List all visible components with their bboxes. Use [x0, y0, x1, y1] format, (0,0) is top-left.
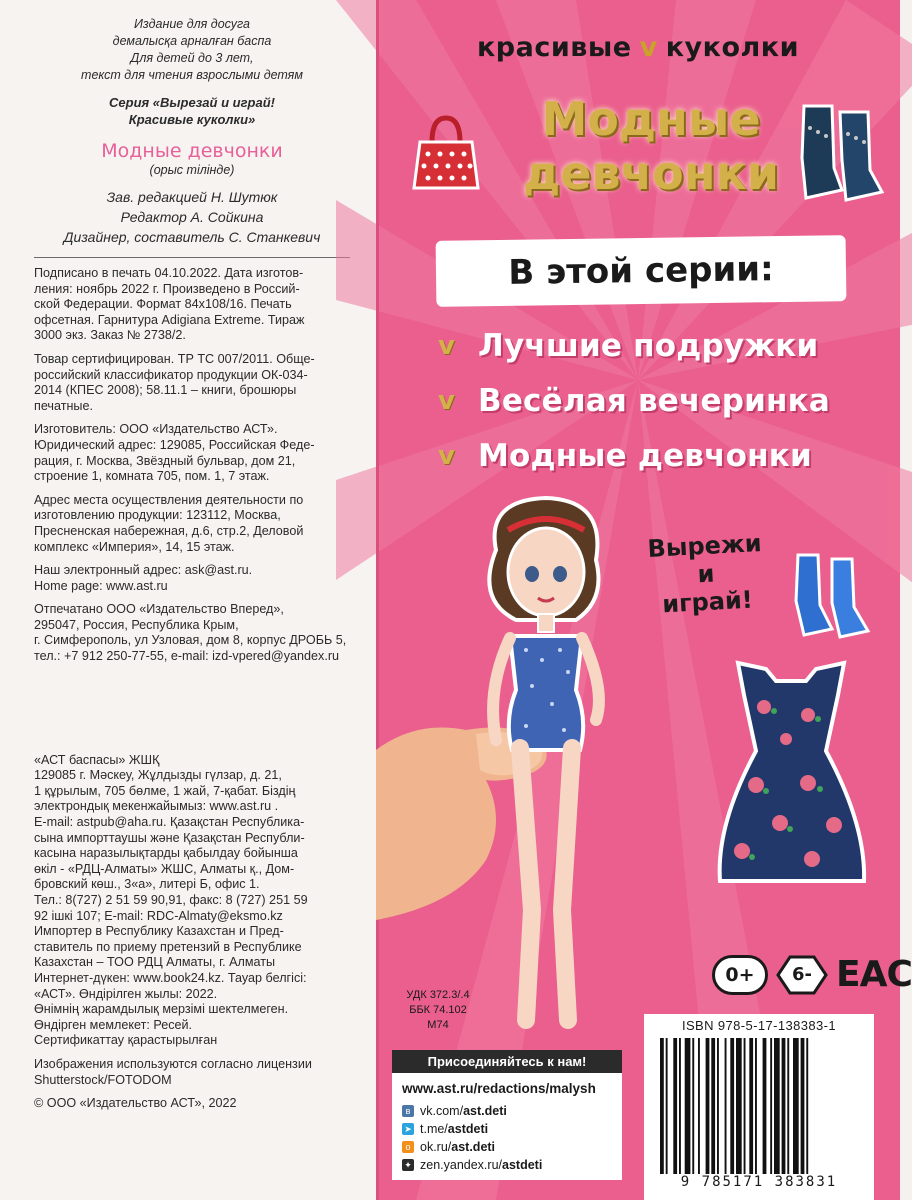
age-badge: 0+ [712, 955, 768, 995]
telegram-icon: ➤ [402, 1123, 414, 1135]
printer-info: Отпечатано ООО «Издательство Вперед», 295047, Россия, Республика Крым, г. Симферополь, ул Узловая, дом 8, корпус ДРОБЬ 5, тел.: +7 912 250-77-55, e-mail: izd-vpered@yandex.ru [34, 602, 347, 664]
list-item [438, 318, 898, 373]
cover-title: Модные девчонки [523, 92, 779, 200]
staff-line: Дизайнер, составитель С. Станкевич [63, 229, 321, 245]
age-badge: 6- [776, 955, 828, 995]
imprint-line: текст для чтения взрослыми детям [81, 68, 303, 82]
production-address: Адрес места осуществления деятельности по изготовлению продукции: 123112, Москва, Пресненская набережная, д.6, стр.2, Деловой комплекс «Империя», 14, 15 этаж. [34, 492, 304, 554]
back-cover [376, 0, 912, 1200]
paper-doll-illustration [456, 490, 626, 1050]
isbn-number: ISBN 978-5-17-138383-1 [681, 1018, 837, 1033]
certification-info: Товар сертифицирован. ТР ТС 007/2011. Обще- российский классификатор продукции ОК-034- 2014 (КПЕС 2008); 58.11.1 – книги, брошюры печатные. [34, 351, 315, 413]
isbn-block [644, 1014, 874, 1200]
age-rating-badges [712, 954, 912, 995]
copyright: © ООО «Издательство АСТ», 2022 [34, 1096, 237, 1111]
imprint-header [34, 16, 350, 247]
staff-list [34, 187, 350, 247]
list-item-label: Модные девчонки [478, 437, 812, 474]
series-banner: В этой серии: [436, 235, 847, 307]
barcode [656, 1038, 862, 1178]
udk-info: УДК 372.3/.4 ББК 74.102 М74 [406, 989, 470, 1031]
handbag-icon [412, 112, 480, 192]
odnoklassniki-icon: o [402, 1141, 414, 1153]
shoes-icon [788, 545, 876, 645]
list-item [438, 373, 898, 428]
staff-line: Зав. редакцией Н. Шутюк [106, 189, 278, 205]
imprint-column [0, 0, 376, 1200]
social-link-zen[interactable]: ✦ zen.yandex.ru/ astdeti [392, 1156, 622, 1174]
cut-and-play-caption: Вырежи и играй! [646, 529, 763, 619]
manufacturer-info: Изготовитель: ООО «Издательство АСТ». Юридический адрес: 129085, Российская Феде- рация, г. Москва, Звёздный бульвар, дом 21, строение 1, комната 705, пом. 1, 7 этаж. [34, 422, 315, 484]
language-note: (орыс тілінде) [149, 163, 235, 177]
series-line: Красивые куколки» [128, 112, 256, 127]
social-link-ok[interactable]: o ok.ru/ ast.deti [392, 1138, 622, 1156]
social-link-vk[interactable]: в vk.com/ ast.deti [392, 1102, 622, 1120]
barcode-digits: 9 785171 383831 [680, 1174, 838, 1190]
contact-info: Наш электронный адрес: ask@ast.ru. Home page: www.ast.ru [34, 563, 253, 593]
website-link[interactable]: www.ast.ru/redactions/malysh [402, 1081, 596, 1096]
social-link-telegram[interactable]: ➤ t.me/ astdeti [392, 1120, 622, 1138]
kazakh-importer-info: «АСТ баспасы» ЖШҚ 129085 г. Мәскеу, Жұлдызды гүлзар, д. 21, 1 құрылым, 705 бөлме, 1 жай, 7-қабат. Біздің электрондық мекенжайымыз: www.ast.ru . E-mail: astpub@aha.ru. Қазақстан Республика- сына импорттаушы және Қазақстан Республи- касына наразылықтарды қабылдау бойынша өкіл - «РДЦ-Алматы» ЖШС, Алматы қ., Дом- бровский көш., 3«а», литері Б, офис 1. Тел.: 8(727) 2 51 59 90,91, факс: 8 (727) 251 59 92 ішкі 107; E-mail: RDC-Almaty@eksmo.kz Импортер в Республику Казахстан и Пред- ставитель по приему претензий в Республике Казахстан – ТОО РДЦ Алматы, г. Алматы Интернет-дүкен: www.book24.kz. Тауар белгісі: «АСТ». Өндірілген жылы: 2022. Өнімнің жарамдылық мерзімі шектелмеген. Өндірген мемлекет: Ресей. Сертификаттау қарастырылған [34, 752, 308, 1048]
divider [34, 257, 350, 258]
list-item-label: Весёлая вечеринка [478, 382, 831, 419]
image-license: Изображения используются согласно лицензии Shutterstock/FOTODOM [34, 1056, 312, 1087]
book-title: Модные девчонки [101, 140, 283, 162]
series-list [438, 318, 898, 483]
imprint-line: Издание для досуга [133, 17, 251, 31]
check-icon: v [438, 440, 455, 471]
staff-line: Редактор А. Сойкина [120, 209, 264, 225]
check-icon: v [438, 385, 455, 416]
check-icon: v [639, 32, 658, 63]
print-info: Подписано в печать 04.10.2022. Дата изготов- ления: ноябрь 2022 г. Произведено в Россий- ской Федерации. Формат 84х108/16. Печать офсетная. Гарнитура Adigiana Extreme. Тираж 3000 экз. Заказ № 2738/2. [34, 266, 305, 343]
boots-icon [796, 98, 888, 206]
series-line: Серия «Вырезай и играй! [109, 95, 275, 110]
social-box [392, 1050, 622, 1180]
series-name: красивые v куколки [476, 32, 800, 63]
dress-icon [716, 655, 866, 891]
imprint-line: Для детей до 3 лет, [130, 51, 254, 65]
list-item-label: Лучшие подружки [478, 327, 819, 364]
vk-icon: в [402, 1105, 414, 1117]
zen-icon: ✦ [402, 1159, 414, 1171]
check-icon: v [438, 330, 455, 361]
imprint-line: демалысқа арналған баспа [112, 34, 272, 48]
social-heading: Присоединяйтесь к нам! [392, 1050, 622, 1073]
list-item [438, 428, 898, 483]
eac-mark: EAC [836, 954, 912, 995]
